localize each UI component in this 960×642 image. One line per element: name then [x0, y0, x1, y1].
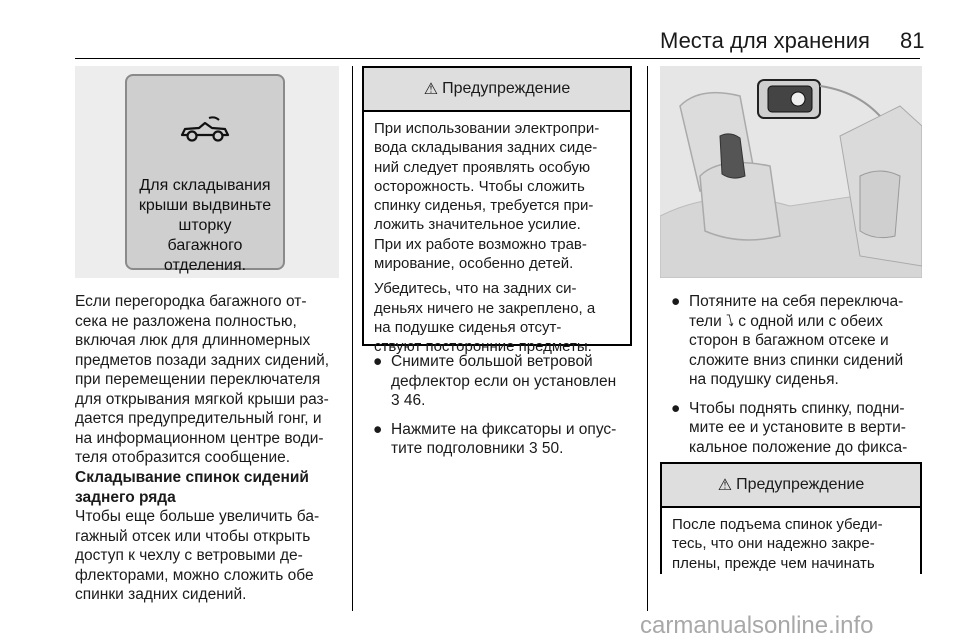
column-divider-1 — [352, 66, 353, 611]
header-rule — [75, 58, 920, 59]
page-header — [0, 0, 960, 60]
section-paragraph — [75, 507, 319, 605]
text-line: спинку сиденья, требуется при- — [374, 197, 594, 215]
text-line: Потяните на себя переключа- — [689, 293, 904, 310]
text-line: Чтобы поднять спинку, подни- — [689, 399, 905, 417]
warning-paragraph — [374, 279, 620, 356]
page-number: 81 — [900, 28, 925, 53]
message-line: багажного — [167, 237, 243, 254]
text-line: гажный отсек или чтобы открыть — [75, 527, 311, 545]
text-line: сложите вниз спинки сидений — [689, 351, 904, 369]
text-line: дефлектор если он установлен — [391, 372, 617, 390]
page-reference-link[interactable]: 3 46. — [391, 392, 426, 409]
rear-seat-release-illustration — [660, 66, 922, 278]
text-line: Нажмите на фиксаторы и опус- — [391, 420, 617, 438]
text-line: тели ⭝ с одной или с обеих — [689, 312, 883, 330]
text-line: ложить значительное усилие. — [374, 216, 581, 234]
bullet-marker: ● — [671, 399, 681, 417]
text-line: на подушке сиденья отсут- — [374, 318, 562, 336]
message-line: шторку — [178, 217, 232, 234]
text-line: на подушку сиденья. — [689, 371, 839, 388]
warning-box — [362, 66, 632, 356]
warning-body — [662, 508, 920, 586]
section-heading — [75, 468, 309, 507]
warning-paragraph — [374, 119, 620, 273]
text-line: для открывания мягкой крыши раз- — [75, 390, 329, 408]
text-line: включая люк для длинномерных — [75, 332, 311, 349]
warning-icon: ⚠ — [423, 81, 439, 98]
convertible-car-icon — [179, 114, 231, 144]
text-line: Если перегородка багажного от- — [75, 293, 307, 310]
text-line: плены, прежде чем начинать — [672, 554, 875, 572]
text-line: сторон в багажном отсеке и — [689, 332, 889, 349]
text-line: предметов позади задних сидений, — [75, 351, 330, 369]
text-line: При использовании электропри- — [374, 120, 600, 137]
site-watermark: carmanualsonline.info — [640, 612, 874, 639]
warning-body — [364, 112, 630, 370]
warning-paragraph — [672, 515, 910, 573]
text-line: при перемещении переключателя — [75, 371, 321, 388]
text-line: доступ к чехлу с ветровыми де- — [75, 547, 303, 564]
text-line: ний следует проявлять особую — [374, 158, 591, 176]
text-line: спинки задних сидений. — [75, 586, 247, 603]
text-line: теля отобразится сообщение. — [75, 449, 291, 466]
list-item — [367, 420, 616, 459]
list-item — [367, 352, 616, 411]
bullet-list — [367, 352, 616, 468]
page-title: Места для хранения — [660, 28, 870, 53]
text-line: мирование, особенно детей. — [374, 255, 574, 273]
bullet-list — [665, 292, 907, 486]
text-line: кальное положение до фикса- — [689, 438, 908, 456]
text-line: сека не разложена полностью, — [75, 312, 297, 330]
text-line: вода складывания задних сиде- — [374, 139, 598, 157]
trunk-seat-lever-drawing — [660, 66, 922, 278]
text-line: ствуют посторонние предметы. — [374, 338, 592, 356]
driver-info-display — [125, 74, 285, 274]
message-line: Для складывания — [139, 177, 271, 194]
text-line: деньях ничего не закреплено, а — [374, 299, 596, 317]
message-line: отделения. — [163, 257, 247, 274]
warning-title: Предупреждение — [442, 80, 571, 97]
message-line: крыши выдвиньте — [138, 197, 272, 214]
text-line: флекторами, можно сложить обе — [75, 566, 314, 584]
column-divider-2 — [647, 66, 648, 611]
text-line: на информационном центре води- — [75, 429, 324, 447]
intro-paragraph — [75, 292, 329, 468]
warning-header — [364, 68, 630, 112]
warning-box — [660, 462, 922, 574]
text-line: дается предупредительный гонг, и — [75, 410, 322, 427]
text-line: Убедитесь, что на задних си- — [374, 280, 577, 298]
bullet-marker: ● — [671, 293, 681, 310]
warning-header — [662, 464, 920, 508]
display-message — [127, 176, 283, 276]
bullet-marker: ● — [373, 420, 383, 438]
bullet-marker: ● — [373, 353, 383, 370]
heading-line: заднего ряда — [75, 488, 176, 506]
text-line: После подъема спинок убеди- — [672, 516, 883, 533]
text-line: осторожность. Чтобы сложить — [374, 177, 585, 195]
text-line: мите ее и установите в верти- — [689, 419, 906, 436]
warning-title: Предупреждение — [736, 476, 865, 493]
page-reference-link[interactable]: тите подголовники 3 50. — [391, 440, 564, 457]
list-item — [665, 292, 907, 390]
text-line: Чтобы еще больше увеличить ба- — [75, 508, 320, 525]
text-line: При их работе возможно трав- — [374, 235, 587, 253]
heading-line: Складывание спинок сидений — [75, 469, 309, 486]
warning-icon: ⚠ — [717, 477, 733, 494]
text-line: Снимите большой ветровой — [391, 353, 593, 370]
text-line: тесь, что они надежно закре- — [672, 535, 875, 553]
